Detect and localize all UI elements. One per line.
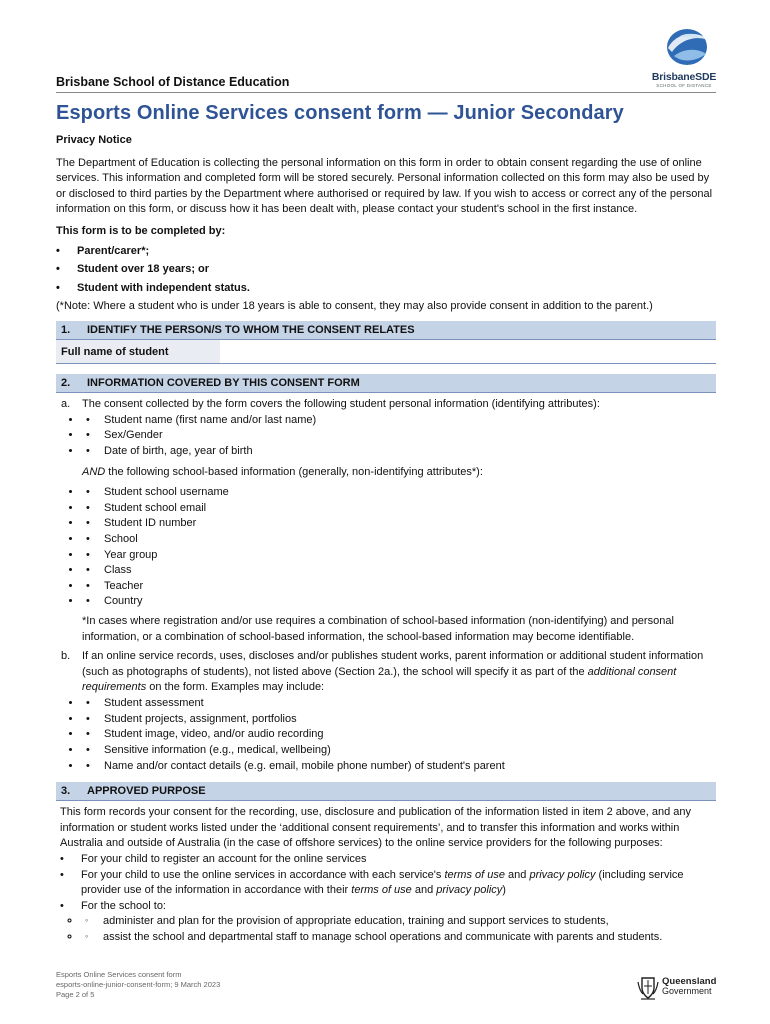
list-item: • • Sensitive information (e.g., medical, wellbeing) (82, 743, 716, 759)
footer-doc-id: esports-online-junior-consent-form; 9 March 2023 (56, 980, 221, 990)
logo-subtext: SCHOOL OF DISTANCE (656, 83, 712, 88)
queensland-government-logo (636, 974, 718, 1004)
privacy-paragraph: The Department of Education is collecting the personal information on this form in order to obtain consent regarding the use of online services. This information and completed form will be stored securely. Personal information collected on this form may also be used by or disclosed to third parties by the Department where authorised or required by law. If you wish to access or correct any of the personal information on this form, or discuss how it has been dealt with, please contact your student's school in the first instance. (56, 156, 713, 216)
purpose-list (56, 852, 716, 946)
section-title: IDENTIFY THE PERSON/S TO WHOM THE CONSENT RELATES (87, 324, 415, 337)
additional-examples-list (82, 696, 716, 774)
list-item: • • Student image, video, and/or audio recording (82, 727, 716, 743)
privacy-heading: Privacy Notice (56, 134, 132, 146)
header-divider (56, 92, 716, 93)
section-2a (56, 397, 716, 645)
full-name-row (56, 340, 716, 364)
page-title: Esports Online Services consent form — Junior Secondary (56, 102, 624, 124)
list-item: • • Name and/or contact details (e.g. email, mobile phone number) of student's parent (82, 759, 716, 775)
list-item: • • Student assessment (82, 696, 716, 712)
list-item: • Student with independent status. (56, 281, 250, 294)
school-name: Brisbane School of Distance Education (56, 75, 290, 89)
list-item: • • Sex/Gender (82, 428, 716, 444)
full-name-field[interactable] (220, 340, 716, 363)
school-based-attributes-list (82, 485, 716, 610)
approved-purpose-intro: This form records your consent for the recording, use, disclosure and publication of the information listed in item 2 above, and any information or student works listed under the ‘additional consent requirements’, and to transfer this information and works within Australia and outside of Australia (in the case of offshore services) to the online service providers for the following purposes: (60, 806, 692, 850)
section-1-header (56, 321, 716, 340)
list-item: • • Class (82, 563, 716, 579)
list-item: • • Student name (first name and/or last name) (82, 413, 716, 429)
page-footer (56, 970, 220, 1000)
list-item: • Student over 18 years; or (56, 263, 210, 276)
identifiable-footnote: *In cases where registration and/or use requires a combination of school-based information (non-identifying) and personal information, or a combination of school-based information, the school-based information may become identifiable. (82, 615, 674, 643)
list-item: • • Country (82, 594, 716, 610)
queensland-government-wordmark: Queensland Government (662, 976, 717, 996)
list-item: • For your child to use the online services in accordance with each service's terms of use and privacy policy (including service provider use of the information in accordance with their terms of use and privacy policy) (60, 868, 684, 897)
full-name-label: Full name of student (56, 340, 220, 363)
section-number: 2. (61, 377, 71, 390)
footer-form-name: Esports Online Services consent form (56, 970, 182, 979)
completed-by-label: This form is to be completed by: (56, 225, 226, 238)
list-item: • • School (82, 532, 716, 548)
list-item: • • Student school username (82, 485, 716, 501)
section-3-header (56, 782, 716, 801)
list-item: ◦ ◦ administer and plan for the provision of appropriate education, training and support services to students, (81, 914, 716, 930)
list-item: • For your child to register an account for the online services (60, 852, 367, 865)
item-intro: The consent collected by the form covers the following student personal information (identifying attributes): (82, 398, 600, 411)
section-title: INFORMATION COVERED BY THIS CONSENT FORM (87, 377, 360, 390)
list-item: ◦ ◦ assist the school and departmental staff to manage school operations and communicate with parents and students. (81, 930, 716, 946)
identifying-attributes-list (82, 413, 716, 460)
list-item: • • Student projects, assignment, portfolios (82, 712, 716, 728)
section-number: 3. (61, 785, 71, 798)
section-number: 1. (61, 324, 71, 337)
section-2b (56, 649, 716, 774)
form-content (56, 133, 716, 946)
footer-page-number: Page 2 of 5 (56, 990, 95, 1000)
item-letter: a. (61, 398, 71, 411)
list-item: • • Date of birth, age, year of birth (82, 444, 716, 460)
school-purpose-sublist (81, 914, 716, 945)
globe-swoosh-icon (658, 26, 712, 70)
logo-wordmark: BrisbaneSDE (651, 71, 717, 83)
school-based-intro: AND the following school-based information (generally, non-identifying attributes*): (82, 465, 483, 478)
privacy-note: (*Note: Where a student who is under 18 years is able to consent, they may also provide consent in addition to the parent.) (56, 300, 653, 313)
list-item: • • Year group (82, 548, 716, 564)
coat-of-arms-icon (636, 974, 660, 1002)
list-item: • • Student school email (82, 501, 716, 517)
brisbane-sde-logo (650, 26, 718, 90)
item-letter: b. (61, 650, 71, 663)
list-item: • • Teacher (82, 579, 716, 595)
list-item: • • Student ID number (82, 516, 716, 532)
section-2-header (56, 374, 716, 393)
section-title: APPROVED PURPOSE (87, 785, 206, 798)
additional-info-text: If an online service records, uses, discloses and/or publishes student works, parent information or additional student information (such as photographs of students), not listed above (Section 2a.), the school will specify it as part of the additional consent requirements on the form. Examples may include: (82, 650, 704, 694)
list-item: • For the school to: ◦ ◦ administer and plan for the provision of appropriate education, training and support services to students, ◦ ◦ assist the school and departmental staff to manage school operations and communicate with parents and students. (60, 899, 716, 946)
completed-by-list (56, 244, 716, 297)
list-item: • Parent/carer*; (56, 244, 150, 257)
